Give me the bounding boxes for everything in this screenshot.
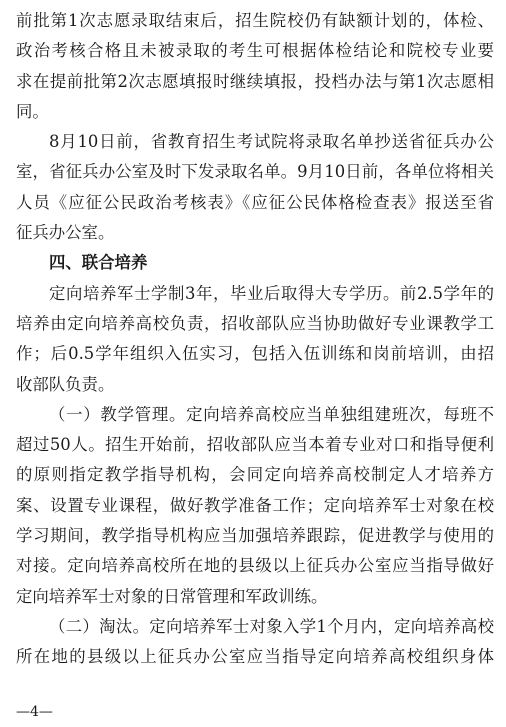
text-line: 收部队负责。 — [16, 374, 115, 394]
text-line: 超过50人。招生开始前，招收部队应当本着专业对口和指导便利 — [16, 435, 494, 455]
paragraph-first-line: 定向培养军士学制3年，毕业后取得大专学历。前2.5学年的 — [49, 283, 494, 303]
text-line: 的原则指定教学指导机构，会同定向培养高校制定人才培养方 — [16, 465, 494, 485]
text-line: 政治考核合格且未被录取的考生可根据体检结论和院校专业要 — [16, 41, 494, 61]
text-line: 征兵办公室。 — [16, 223, 115, 243]
paragraph-first-line: 8月10日前，省教育招生考试院将录取名单抄送省征兵办公 — [49, 132, 494, 152]
text-line: 作；后0.5学年组织入伍实习，包括入伍训练和岗前培训，由招 — [16, 344, 494, 364]
text-line: 案、设置专业课程，做好教学准备工作；定向培养军士对象在校 — [16, 495, 494, 515]
text-line: 培养由定向培养高校负责，招收部队应当协助做好专业课教学工 — [16, 313, 494, 333]
page-number: —4— — [16, 704, 53, 720]
section-heading: 四、联合培养 — [49, 253, 148, 273]
text-line: 定向培养军士对象的日常管理和军政训练。 — [16, 586, 328, 606]
text-line: 室，省征兵办公室及时下发录取名单。9月10日前，各单位将相关 — [16, 162, 494, 182]
text-line: 学习期间，教学指导机构应当加强培养跟踪，促进教学与使用的 — [16, 526, 494, 546]
paragraph-first-line: （二）淘汰。定向培养军士对象入学1个月内，定向培养高校 — [49, 616, 494, 636]
text-line: 人员《应征公民政治考核表》《应征公民体格检查表》报送至省 — [16, 192, 494, 212]
text-line: 前批第1次志愿录取结束后，招生院校仍有缺额计划的，体检、 — [16, 11, 494, 30]
text-line: 同。 — [16, 101, 49, 121]
text-line: 对接。定向培养高校所在地的县级以上征兵办公室应当指导做好 — [16, 556, 494, 576]
text-line: 所在地的县级以上征兵办公室应当指导定向培养高校组织身体 — [16, 647, 494, 667]
text-line: 求在提前批第2次志愿填报时继续填报，投档办法与第1次志愿相 — [16, 71, 494, 91]
paragraph-first-line: （一）教学管理。定向培养高校应当单独组建班次，每班不 — [49, 404, 494, 424]
document-page — [16, 6, 494, 673]
